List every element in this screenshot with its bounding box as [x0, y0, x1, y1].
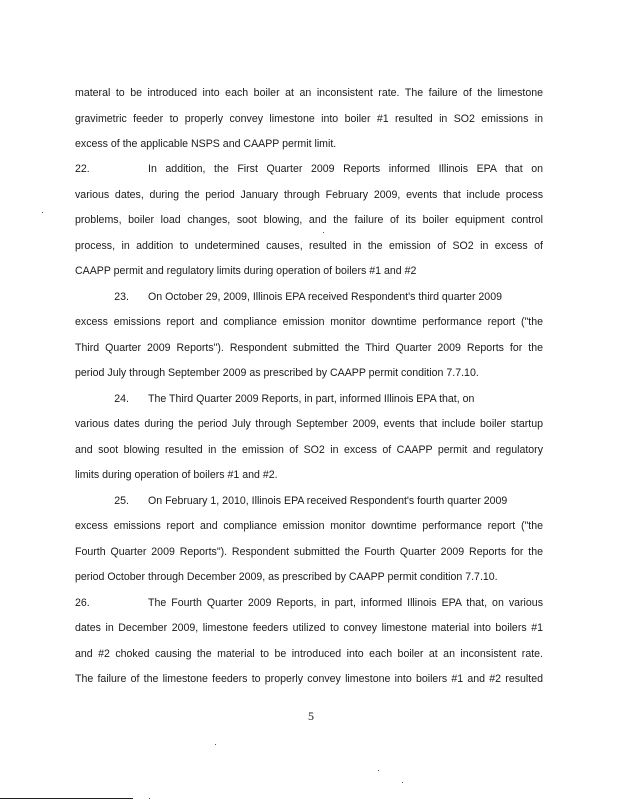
scan-speck	[378, 770, 379, 771]
body-line: The failure of the limestone feeders to properly convey limestone into boilers #1 and #2 resulted	[75, 673, 543, 685]
body-text: On October 29, 2009, Illinois EPA received Respondent's third quarter 2009	[148, 291, 502, 303]
body-text: The Fourth Quarter 2009 Reports, in part, informed Illinois EPA that, on various	[148, 597, 543, 609]
body-line: problems, boiler load changes, soot blowing, and the failure of its boiler equipment control	[75, 214, 543, 226]
paragraph-24-first-line	[75, 392, 543, 406]
body-line: limits during operation of boilers #1 and #2.	[75, 469, 278, 481]
body-line: period October through December 2009, as prescribed by CAAPP permit condition 7.7.10.	[75, 571, 498, 583]
body-text: The Third Quarter 2009 Reports, in part, informed Illinois EPA that, on	[148, 393, 475, 405]
paragraph-22-first-line	[75, 162, 543, 176]
paragraph-number: 26.	[75, 597, 90, 609]
body-line: and soot blowing resulted in the emission of SO2 in excess of CAAPP permit and regulatory	[75, 444, 543, 456]
paragraph-number: 25.	[114, 495, 129, 507]
page-number: 5	[308, 709, 314, 723]
body-line: excess of the applicable NSPS and CAAPP permit limit.	[75, 138, 337, 150]
scan-speck	[402, 782, 403, 783]
body-line: period July through September 2009 as prescribed by CAAPP permit condition 7.7.10.	[75, 367, 479, 379]
body-line: excess emissions report and compliance emission monitor downtime performance report ("the	[75, 520, 543, 532]
bottom-rule	[0, 798, 133, 799]
paragraph-23-first-line	[75, 290, 543, 304]
scan-speck	[149, 798, 150, 799]
body-line: process, in addition to undetermined causes, resulted in the emission of SO2 in excess of	[75, 240, 543, 252]
paragraph-number: 22.	[75, 163, 90, 175]
scan-speck	[215, 744, 216, 745]
body-line: various dates during the period July through September 2009, events that include boiler startup	[75, 418, 543, 430]
scan-speck	[42, 212, 43, 213]
body-line: gravimetric feeder to properly convey limestone into boiler #1 resulted in SO2 emissions in	[75, 113, 543, 125]
body-line: excess emissions report and compliance emission monitor downtime performance report ("the	[75, 316, 543, 328]
body-line: CAAPP permit and regulatory limits during operation of boilers #1 and #2	[75, 265, 417, 277]
scan-speck	[323, 232, 324, 233]
body-line: materal to be introduced into each boiler at an inconsistent rate. The failure of the limestone	[75, 87, 543, 99]
body-text: On February 1, 2010, Illinois EPA received Respondent's fourth quarter 2009	[148, 495, 508, 507]
body-line: Fourth Quarter 2009 Reports"). Respondent submitted the Fourth Quarter 2009 Reports for the	[75, 546, 543, 558]
body-line: Third Quarter 2009 Reports"). Respondent submitted the Third Quarter 2009 Reports for the	[75, 342, 543, 354]
body-line: various dates, during the period January through February 2009, events that include process	[75, 189, 543, 201]
body-line: and #2 choked causing the material to be introduced into each boiler at an inconsistent rate.	[75, 648, 543, 660]
paragraph-25-first-line	[75, 494, 543, 508]
body-text: In addition, the First Quarter 2009 Reports informed Illinois EPA that on	[148, 163, 543, 175]
paragraph-number: 23.	[114, 291, 129, 303]
paragraph-26-first-line	[75, 596, 543, 610]
paragraph-number: 24.	[114, 393, 129, 405]
body-line: dates in December 2009, limestone feeders utilized to convey limestone material into boilers #1	[75, 622, 543, 634]
